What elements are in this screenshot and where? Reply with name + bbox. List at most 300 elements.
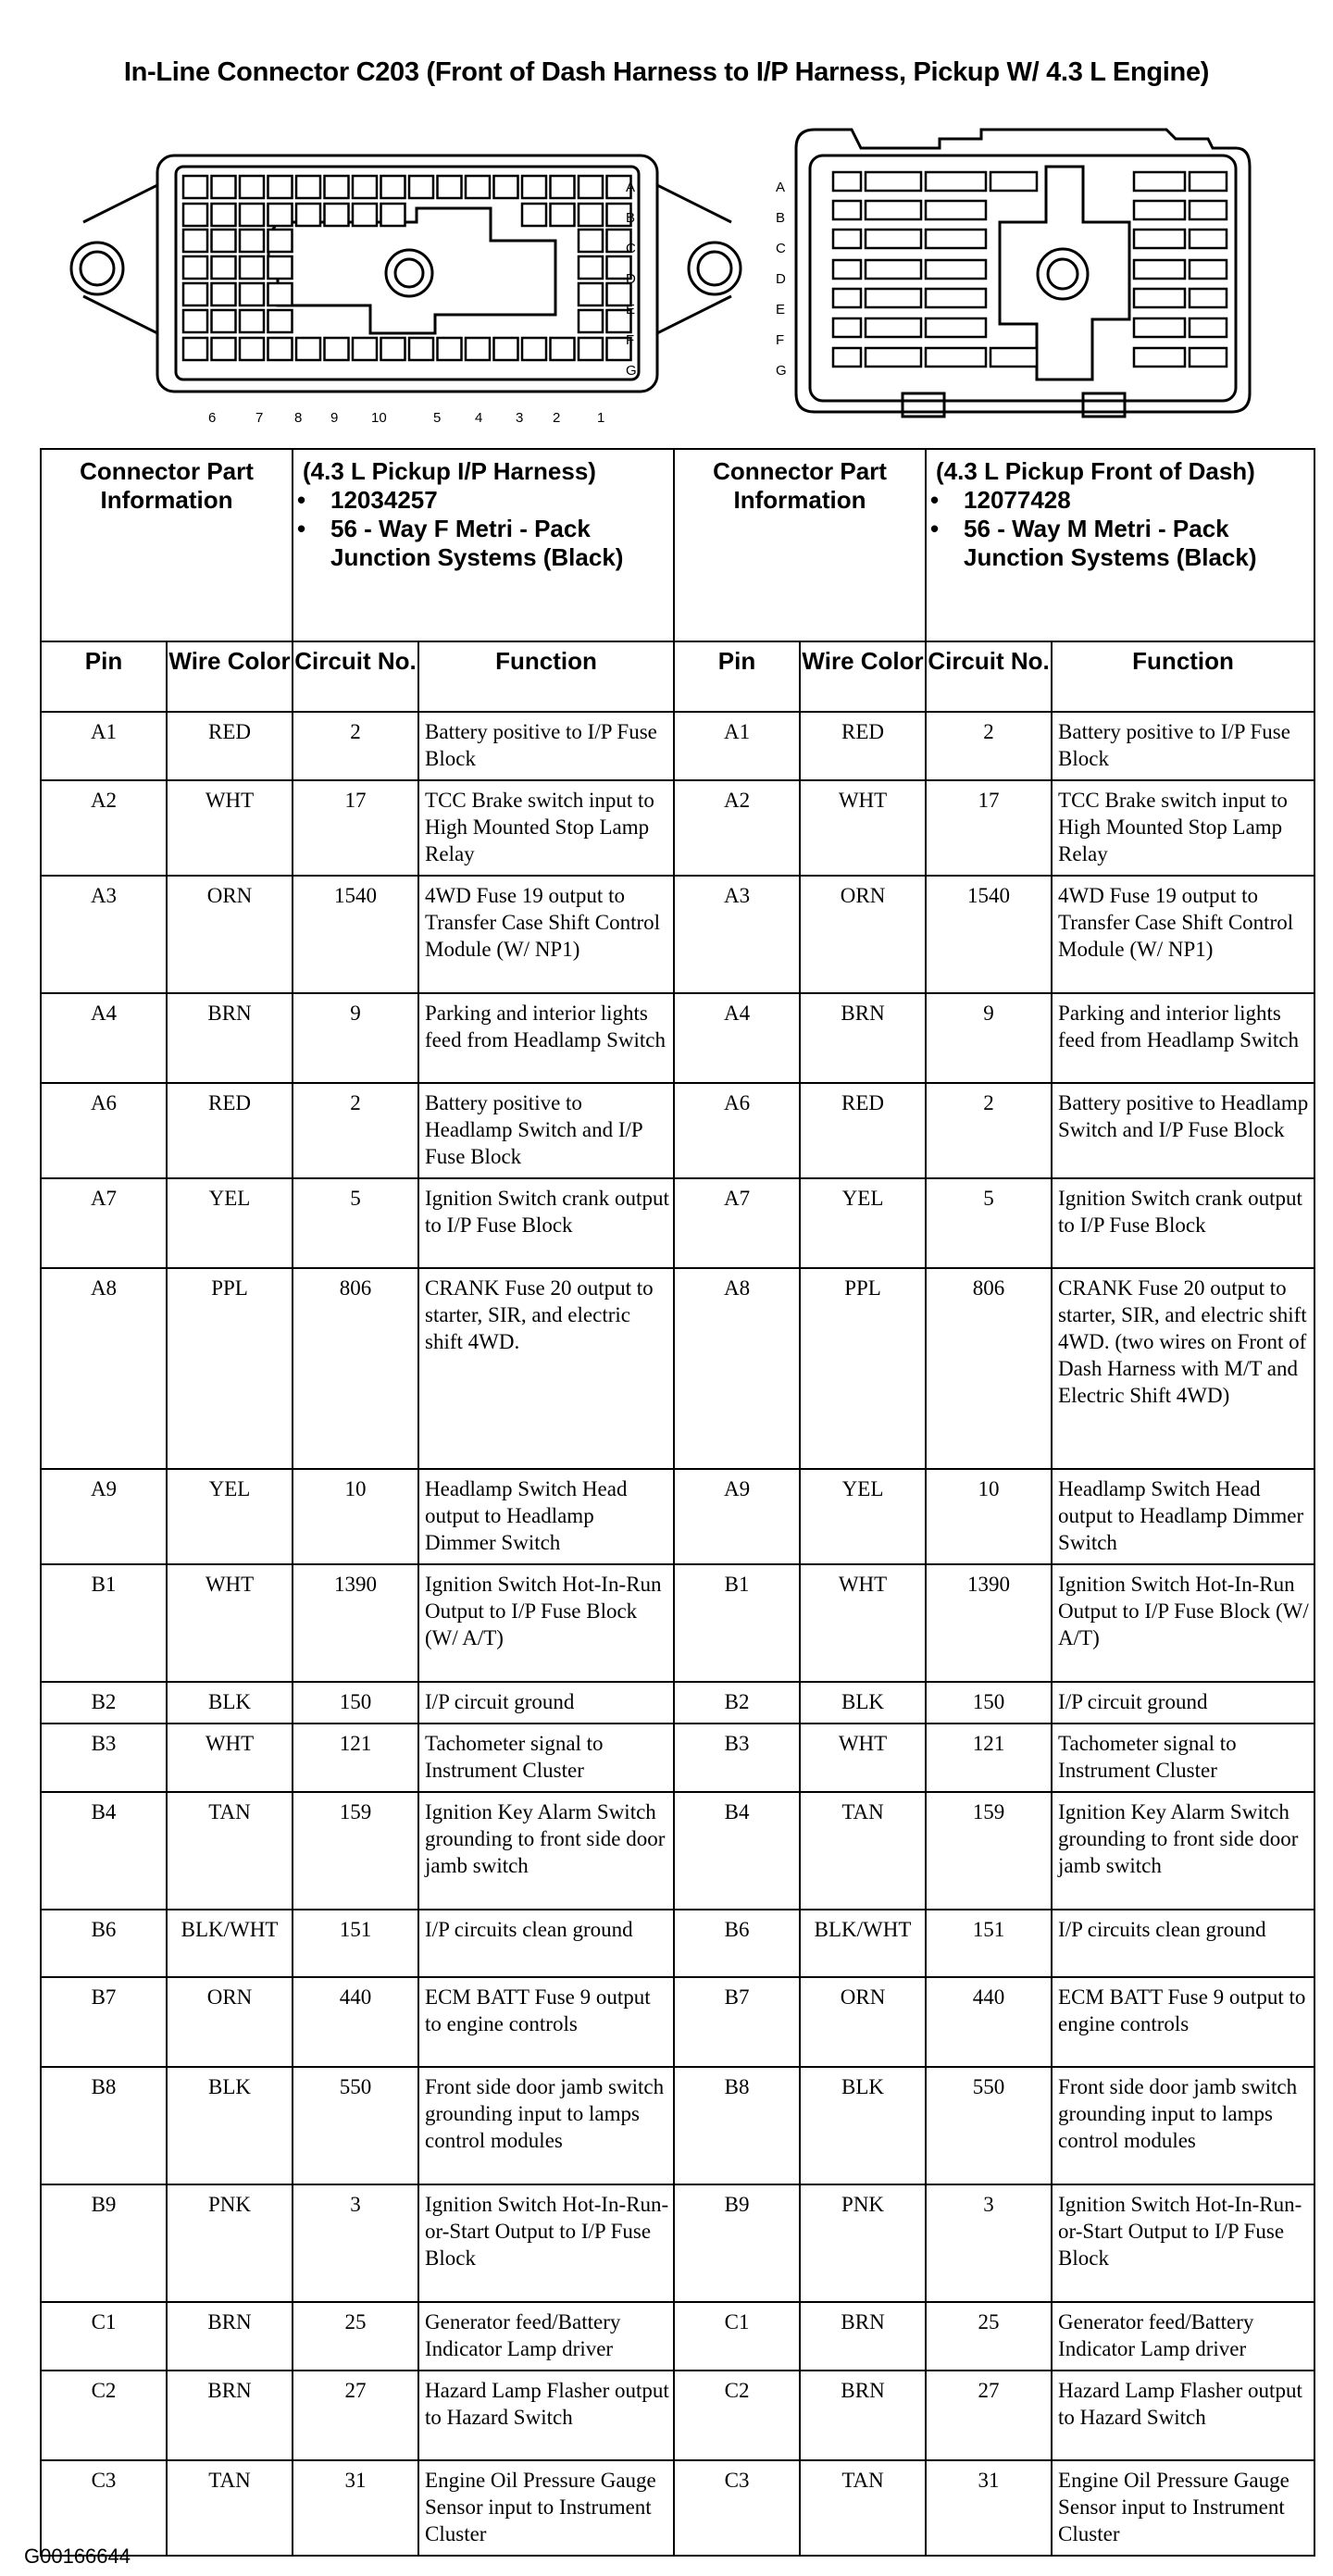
right-pin-cell: A7 bbox=[674, 1178, 800, 1268]
row-letter: C bbox=[626, 241, 636, 256]
cavity bbox=[183, 176, 207, 198]
left-pin-cell: C1 bbox=[41, 2302, 167, 2371]
cavity bbox=[268, 204, 293, 226]
column-number: 5 bbox=[433, 410, 442, 426]
right-function-cell: TCC Brake switch input to High Mounted Stop Lamp Relay bbox=[1052, 780, 1314, 876]
cavity bbox=[494, 176, 518, 198]
cavity bbox=[409, 176, 433, 198]
left-wire-color-cell: RED bbox=[167, 1083, 293, 1178]
left-function-cell: Ignition Switch Hot-In-Run Output to I/P Fuse Block (W/ A/T) bbox=[418, 1564, 674, 1682]
cavity bbox=[833, 172, 861, 191]
table-row bbox=[41, 1083, 1314, 1178]
cavity bbox=[866, 230, 921, 248]
right-circuit-no-cell: 3 bbox=[926, 2184, 1052, 2302]
right-pin-cell: A6 bbox=[674, 1083, 800, 1178]
table-row bbox=[41, 2184, 1314, 2302]
cavity bbox=[296, 338, 320, 360]
left-column-numbers bbox=[208, 410, 604, 426]
cavity bbox=[1190, 260, 1227, 279]
col-header-function: Function bbox=[1052, 641, 1314, 712]
left-pin-cell: B1 bbox=[41, 1564, 167, 1682]
table-row bbox=[41, 1724, 1314, 1792]
right-connector-type: • 56 - Way M Metri - Pack Junction Systems (Black) bbox=[936, 515, 1308, 572]
cavity bbox=[1190, 201, 1227, 219]
right-wire-color-cell: ORN bbox=[800, 1977, 926, 2067]
right-pin-cell: A1 bbox=[674, 712, 800, 780]
right-wire-color-cell: RED bbox=[800, 712, 926, 780]
cavity bbox=[1190, 348, 1227, 367]
cavity bbox=[212, 204, 236, 226]
left-connector-info-label: Connector Part Information bbox=[41, 449, 293, 641]
right-function-cell: Ignition Switch Hot-In-Run Output to I/P Fuse Block (W/ A/T) bbox=[1052, 1564, 1314, 1682]
row-letter: D bbox=[626, 271, 636, 287]
right-circuit-no-cell: 17 bbox=[926, 780, 1052, 876]
cavity bbox=[296, 176, 320, 198]
right-wire-color-cell: BRN bbox=[800, 993, 926, 1083]
left-wire-color-cell: BRN bbox=[167, 2302, 293, 2371]
left-circuit-no-cell: 9 bbox=[293, 993, 418, 1083]
cavity bbox=[466, 176, 490, 198]
right-wire-color-cell: BRN bbox=[800, 2371, 926, 2460]
col-header-circuit-no: Circuit No. bbox=[293, 641, 418, 712]
left-circuit-no-cell: 31 bbox=[293, 2460, 418, 2556]
column-number: 10 bbox=[371, 410, 387, 426]
column-number: 2 bbox=[553, 410, 561, 426]
cavity bbox=[240, 204, 264, 226]
connector-info-header-row bbox=[41, 449, 1314, 641]
cavity bbox=[268, 256, 293, 279]
column-number: 8 bbox=[294, 410, 303, 426]
column-number: 6 bbox=[208, 410, 217, 426]
col-header-pin: Pin bbox=[674, 641, 800, 712]
left-function-cell: Headlamp Switch Head output to Headlamp Dimmer Switch bbox=[418, 1469, 674, 1564]
cavity bbox=[212, 310, 236, 332]
cavity bbox=[268, 310, 293, 332]
right-pin-cell: A2 bbox=[674, 780, 800, 876]
left-pin-cell: A8 bbox=[41, 1268, 167, 1469]
cavity bbox=[579, 338, 603, 360]
cavity bbox=[1134, 172, 1185, 191]
left-pin-cell: B3 bbox=[41, 1724, 167, 1792]
right-circuit-no-cell: 5 bbox=[926, 1178, 1052, 1268]
left-function-cell: I/P circuit ground bbox=[418, 1682, 674, 1724]
right-pin-cell: C3 bbox=[674, 2460, 800, 2556]
right-pin-cell: B2 bbox=[674, 1682, 800, 1724]
left-function-cell: Hazard Lamp Flasher output to Hazard Switch bbox=[418, 2371, 674, 2460]
right-wire-color-cell: BLK/WHT bbox=[800, 1910, 926, 1977]
right-function-cell: ECM BATT Fuse 9 output to engine controls bbox=[1052, 1977, 1314, 2067]
table-row bbox=[41, 1977, 1314, 2067]
left-circuit-no-cell: 806 bbox=[293, 1268, 418, 1469]
col-header-pin: Pin bbox=[41, 641, 167, 712]
cavity bbox=[926, 230, 986, 248]
table-row bbox=[41, 993, 1314, 1083]
left-circuit-no-cell: 159 bbox=[293, 1792, 418, 1910]
right-wire-color-cell: TAN bbox=[800, 1792, 926, 1910]
cavity bbox=[833, 230, 861, 248]
left-wire-color-cell: WHT bbox=[167, 780, 293, 876]
left-circuit-no-cell: 2 bbox=[293, 712, 418, 780]
right-row-letters bbox=[776, 180, 787, 379]
table-row bbox=[41, 1178, 1314, 1268]
left-connector-title: (4.3 L Pickup I/P Harness) bbox=[303, 457, 596, 485]
cavity bbox=[833, 318, 861, 337]
cavity bbox=[1190, 230, 1227, 248]
right-connector-description bbox=[926, 449, 1314, 641]
cavity bbox=[522, 338, 546, 360]
right-circuit-no-cell: 1390 bbox=[926, 1564, 1052, 1682]
cavity bbox=[866, 172, 921, 191]
right-connector-info-label: Connector Part Information bbox=[674, 449, 926, 641]
table-row bbox=[41, 2067, 1314, 2184]
left-pin-cell: C2 bbox=[41, 2371, 167, 2460]
right-function-cell: Ignition Switch crank output to I/P Fuse Block bbox=[1052, 1178, 1314, 1268]
right-wire-color-cell: BRN bbox=[800, 2302, 926, 2371]
row-letter: A bbox=[626, 180, 636, 195]
left-circuit-no-cell: 121 bbox=[293, 1724, 418, 1792]
table-row bbox=[41, 2460, 1314, 2556]
right-circuit-no-cell: 2 bbox=[926, 712, 1052, 780]
right-function-cell: Tachometer signal to Instrument Cluster bbox=[1052, 1724, 1314, 1792]
cavity bbox=[268, 283, 293, 305]
row-letter: D bbox=[776, 271, 786, 287]
right-circuit-no-cell: 31 bbox=[926, 2460, 1052, 2556]
right-wire-color-cell: TAN bbox=[800, 2460, 926, 2556]
column-number: 7 bbox=[255, 410, 264, 426]
cavity bbox=[551, 338, 575, 360]
cavity bbox=[212, 256, 236, 279]
right-wire-color-cell: PPL bbox=[800, 1268, 926, 1469]
cavity bbox=[1134, 260, 1185, 279]
right-circuit-no-cell: 2 bbox=[926, 1083, 1052, 1178]
cavity bbox=[183, 338, 207, 360]
cavity bbox=[296, 204, 320, 226]
left-wire-color-cell: TAN bbox=[167, 1792, 293, 1910]
col-header-wire-color: Wire Color bbox=[167, 641, 293, 712]
left-connector-type: • 56 - Way F Metri - Pack Junction Systems (Black) bbox=[303, 515, 667, 572]
right-connector-title: (4.3 L Pickup Front of Dash) bbox=[936, 457, 1255, 485]
right-wire-color-cell: WHT bbox=[800, 1564, 926, 1682]
left-pin-cell: A3 bbox=[41, 876, 167, 993]
cavity bbox=[268, 176, 293, 198]
right-pin-cell: B8 bbox=[674, 2067, 800, 2184]
table-row bbox=[41, 876, 1314, 993]
right-wire-color-cell: PNK bbox=[800, 2184, 926, 2302]
table-row bbox=[41, 712, 1314, 780]
left-circuit-no-cell: 10 bbox=[293, 1469, 418, 1564]
left-connector-description bbox=[293, 449, 674, 641]
cavity bbox=[579, 310, 603, 332]
left-pin-cell: A7 bbox=[41, 1178, 167, 1268]
left-circuit-no-cell: 17 bbox=[293, 780, 418, 876]
left-function-cell: TCC Brake switch input to High Mounted Stop Lamp Relay bbox=[418, 780, 674, 876]
pinout-table bbox=[40, 448, 1315, 2557]
row-letter: F bbox=[776, 332, 785, 348]
left-pin-cell: B4 bbox=[41, 1792, 167, 1910]
left-pin-cell: B2 bbox=[41, 1682, 167, 1724]
right-pin-cell: A8 bbox=[674, 1268, 800, 1469]
cavity bbox=[833, 201, 861, 219]
left-function-cell: ECM BATT Fuse 9 output to engine controls bbox=[418, 1977, 674, 2067]
left-function-cell: Tachometer signal to Instrument Cluster bbox=[418, 1724, 674, 1792]
row-letter: G bbox=[776, 363, 787, 379]
cavity bbox=[866, 289, 921, 307]
right-pin-cell: B6 bbox=[674, 1910, 800, 1977]
left-pin-cell: A1 bbox=[41, 712, 167, 780]
left-function-cell: 4WD Fuse 19 output to Transfer Case Shift Control Module (W/ NP1) bbox=[418, 876, 674, 993]
right-wire-color-cell: BLK bbox=[800, 1682, 926, 1724]
right-circuit-no-cell: 151 bbox=[926, 1910, 1052, 1977]
cavity bbox=[325, 176, 349, 198]
left-pin-cell: B6 bbox=[41, 1910, 167, 1977]
right-connector-cavities bbox=[833, 172, 1227, 367]
left-circuit-no-cell: 151 bbox=[293, 1910, 418, 1977]
left-circuit-no-cell: 440 bbox=[293, 1977, 418, 2067]
left-function-cell: Engine Oil Pressure Gauge Sensor input to Instrument Cluster bbox=[418, 2460, 674, 2556]
right-wire-color-cell: ORN bbox=[800, 876, 926, 993]
table-row bbox=[41, 2371, 1314, 2460]
cavity bbox=[183, 283, 207, 305]
row-letter: E bbox=[776, 302, 786, 317]
cavity bbox=[579, 204, 603, 226]
right-function-cell: 4WD Fuse 19 output to Transfer Case Shift Control Module (W/ NP1) bbox=[1052, 876, 1314, 993]
column-number: 4 bbox=[475, 410, 483, 426]
left-pin-cell: A9 bbox=[41, 1469, 167, 1564]
row-letter: B bbox=[776, 210, 786, 226]
cavity bbox=[1134, 201, 1185, 219]
left-function-cell: I/P circuits clean ground bbox=[418, 1910, 674, 1977]
right-pin-cell: B1 bbox=[674, 1564, 800, 1682]
figure-code: G00166644 bbox=[24, 2545, 131, 2568]
left-pin-cell: B7 bbox=[41, 1977, 167, 2067]
left-pin-cell: B9 bbox=[41, 2184, 167, 2302]
cavity bbox=[1134, 230, 1185, 248]
right-wire-color-cell: YEL bbox=[800, 1469, 926, 1564]
cavity bbox=[866, 260, 921, 279]
right-circuit-no-cell: 550 bbox=[926, 2067, 1052, 2184]
table-row bbox=[41, 1792, 1314, 1910]
right-pin-cell: C1 bbox=[674, 2302, 800, 2371]
left-wire-color-cell: TAN bbox=[167, 2460, 293, 2556]
cavity bbox=[381, 338, 405, 360]
table-row bbox=[41, 2302, 1314, 2371]
right-connector-part-number: • 12077428 bbox=[936, 486, 1308, 515]
left-pin-cell: A6 bbox=[41, 1083, 167, 1178]
cavity bbox=[551, 176, 575, 198]
right-pin-cell: A9 bbox=[674, 1469, 800, 1564]
left-circuit-no-cell: 27 bbox=[293, 2371, 418, 2460]
cavity bbox=[183, 310, 207, 332]
table-row bbox=[41, 1910, 1314, 1977]
cavity bbox=[381, 176, 405, 198]
table-row bbox=[41, 780, 1314, 876]
right-pin-cell: B4 bbox=[674, 1792, 800, 1910]
right-pin-cell: A4 bbox=[674, 993, 800, 1083]
cavity bbox=[866, 318, 921, 337]
left-wire-color-cell: BRN bbox=[167, 993, 293, 1083]
cavity bbox=[1134, 318, 1185, 337]
right-function-cell: Battery positive to I/P Fuse Block bbox=[1052, 712, 1314, 780]
right-function-cell: Generator feed/Battery Indicator Lamp driver bbox=[1052, 2302, 1314, 2371]
left-wire-color-cell: PPL bbox=[167, 1268, 293, 1469]
left-circuit-no-cell: 25 bbox=[293, 2302, 418, 2371]
table-row bbox=[41, 1564, 1314, 1682]
cavity bbox=[833, 289, 861, 307]
col-header-circuit-no: Circuit No. bbox=[926, 641, 1052, 712]
right-pin-cell: B3 bbox=[674, 1724, 800, 1792]
right-function-cell: CRANK Fuse 20 output to starter, SIR, and electric shift 4WD. (two wires on Front of Dash Harness with M/T and Electric Shift 4WD) bbox=[1052, 1268, 1314, 1469]
cavity bbox=[926, 172, 986, 191]
left-function-cell: Parking and interior lights feed from Headlamp Switch bbox=[418, 993, 674, 1083]
cavity bbox=[522, 204, 546, 226]
cavity bbox=[438, 338, 462, 360]
cavity bbox=[926, 348, 986, 367]
cavity bbox=[325, 204, 349, 226]
cavity bbox=[212, 283, 236, 305]
left-wire-color-cell: RED bbox=[167, 712, 293, 780]
cavity bbox=[1190, 289, 1227, 307]
left-pin-cell: C3 bbox=[41, 2460, 167, 2556]
column-number: 1 bbox=[597, 410, 605, 426]
right-function-cell: Headlamp Switch Head output to Headlamp Dimmer Switch bbox=[1052, 1469, 1314, 1564]
cavity bbox=[926, 260, 986, 279]
cavity bbox=[381, 204, 405, 226]
right-wire-color-cell: RED bbox=[800, 1083, 926, 1178]
left-wire-color-cell: BLK/WHT bbox=[167, 1910, 293, 1977]
left-function-cell: Ignition Key Alarm Switch grounding to front side door jamb switch bbox=[418, 1792, 674, 1910]
table-row bbox=[41, 1268, 1314, 1469]
left-function-cell: Battery positive to Headlamp Switch and I/P Fuse Block bbox=[418, 1083, 674, 1178]
left-pin-cell: A2 bbox=[41, 780, 167, 876]
left-wire-color-cell: ORN bbox=[167, 876, 293, 993]
right-circuit-no-cell: 27 bbox=[926, 2371, 1052, 2460]
row-letter: B bbox=[626, 210, 636, 226]
cavity bbox=[353, 338, 377, 360]
cavity bbox=[212, 338, 236, 360]
left-wire-color-cell: PNK bbox=[167, 2184, 293, 2302]
row-letter: C bbox=[776, 241, 786, 256]
col-header-wire-color: Wire Color bbox=[800, 641, 926, 712]
cavity bbox=[579, 256, 603, 279]
right-circuit-no-cell: 121 bbox=[926, 1724, 1052, 1792]
cavity bbox=[833, 348, 861, 367]
cavity bbox=[926, 201, 986, 219]
cavity bbox=[438, 176, 462, 198]
right-function-cell: Parking and interior lights feed from Headlamp Switch bbox=[1052, 993, 1314, 1083]
left-function-cell: Ignition Switch Hot-In-Run-or-Start Output to I/P Fuse Block bbox=[418, 2184, 674, 2302]
cavity bbox=[325, 338, 349, 360]
left-wire-color-cell: WHT bbox=[167, 1724, 293, 1792]
right-wire-color-cell: YEL bbox=[800, 1178, 926, 1268]
left-wire-color-cell: YEL bbox=[167, 1178, 293, 1268]
right-function-cell: Front side door jamb switch grounding input to lamps control modules bbox=[1052, 2067, 1314, 2184]
left-function-cell: Generator feed/Battery Indicator Lamp driver bbox=[418, 2302, 674, 2371]
row-letter: E bbox=[626, 302, 636, 317]
left-circuit-no-cell: 2 bbox=[293, 1083, 418, 1178]
col-header-function: Function bbox=[418, 641, 674, 712]
cavity bbox=[579, 230, 603, 252]
left-function-cell: Battery positive to I/P Fuse Block bbox=[418, 712, 674, 780]
right-circuit-no-cell: 10 bbox=[926, 1469, 1052, 1564]
cavity bbox=[1134, 348, 1185, 367]
right-function-cell: Battery positive to Headlamp Switch and I/P Fuse Block bbox=[1052, 1083, 1314, 1178]
left-circuit-no-cell: 1390 bbox=[293, 1564, 418, 1682]
right-circuit-no-cell: 1540 bbox=[926, 876, 1052, 993]
cavity bbox=[212, 176, 236, 198]
left-function-cell: Ignition Switch crank output to I/P Fuse Block bbox=[418, 1178, 674, 1268]
cavity bbox=[240, 283, 264, 305]
left-circuit-no-cell: 5 bbox=[293, 1178, 418, 1268]
cavity bbox=[1134, 289, 1185, 307]
left-wire-color-cell: BLK bbox=[167, 2067, 293, 2184]
right-circuit-no-cell: 159 bbox=[926, 1792, 1052, 1910]
right-wire-color-cell: WHT bbox=[800, 780, 926, 876]
left-wire-color-cell: BLK bbox=[167, 1682, 293, 1724]
right-circuit-no-cell: 440 bbox=[926, 1977, 1052, 2067]
right-wire-color-cell: WHT bbox=[800, 1724, 926, 1792]
cavity bbox=[494, 338, 518, 360]
right-function-cell: Engine Oil Pressure Gauge Sensor input to Instrument Cluster bbox=[1052, 2460, 1314, 2556]
cavity bbox=[1190, 318, 1227, 337]
row-letter: F bbox=[626, 332, 635, 348]
table-row bbox=[41, 1682, 1314, 1724]
row-letter: A bbox=[776, 180, 786, 195]
right-circuit-no-cell: 806 bbox=[926, 1268, 1052, 1469]
cavity bbox=[353, 204, 377, 226]
row-letter: G bbox=[626, 363, 637, 379]
column-number: 9 bbox=[330, 410, 339, 426]
cavity bbox=[522, 176, 546, 198]
right-pin-cell: A3 bbox=[674, 876, 800, 993]
connector-diagram bbox=[0, 0, 1333, 435]
right-function-cell: I/P circuit ground bbox=[1052, 1682, 1314, 1724]
cavity bbox=[183, 204, 207, 226]
cavity bbox=[866, 348, 921, 367]
cavity bbox=[240, 338, 264, 360]
cavity bbox=[990, 348, 1037, 367]
left-circuit-no-cell: 550 bbox=[293, 2067, 418, 2184]
cavity bbox=[353, 176, 377, 198]
left-circuit-no-cell: 1540 bbox=[293, 876, 418, 993]
cavity bbox=[240, 310, 264, 332]
page-title: In-Line Connector C203 (Front of Dash Harness to I/P Harness, Pickup W/ 4.3 L Engine) bbox=[123, 57, 1210, 87]
left-circuit-no-cell: 3 bbox=[293, 2184, 418, 2302]
cavity bbox=[183, 230, 207, 252]
left-function-cell: Front side door jamb switch grounding input to lamps control modules bbox=[418, 2067, 674, 2184]
left-wire-color-cell: WHT bbox=[167, 1564, 293, 1682]
cavity bbox=[268, 338, 293, 360]
right-circuit-no-cell: 25 bbox=[926, 2302, 1052, 2371]
right-wire-color-cell: BLK bbox=[800, 2067, 926, 2184]
left-pin-cell: B8 bbox=[41, 2067, 167, 2184]
column-number: 3 bbox=[516, 410, 524, 426]
cavity bbox=[268, 230, 293, 252]
right-function-cell: Hazard Lamp Flasher output to Hazard Switch bbox=[1052, 2371, 1314, 2460]
cavity bbox=[183, 256, 207, 279]
left-function-cell: CRANK Fuse 20 output to starter, SIR, and electric shift 4WD. bbox=[418, 1268, 674, 1469]
cavity bbox=[240, 256, 264, 279]
cavity bbox=[212, 230, 236, 252]
cavity bbox=[1190, 172, 1227, 191]
cavity bbox=[240, 176, 264, 198]
cavity bbox=[579, 176, 603, 198]
left-wire-color-cell: BRN bbox=[167, 2371, 293, 2460]
cavity bbox=[866, 201, 921, 219]
cavity bbox=[833, 260, 861, 279]
cavity bbox=[579, 283, 603, 305]
table-row bbox=[41, 1469, 1314, 1564]
cavity bbox=[926, 289, 986, 307]
